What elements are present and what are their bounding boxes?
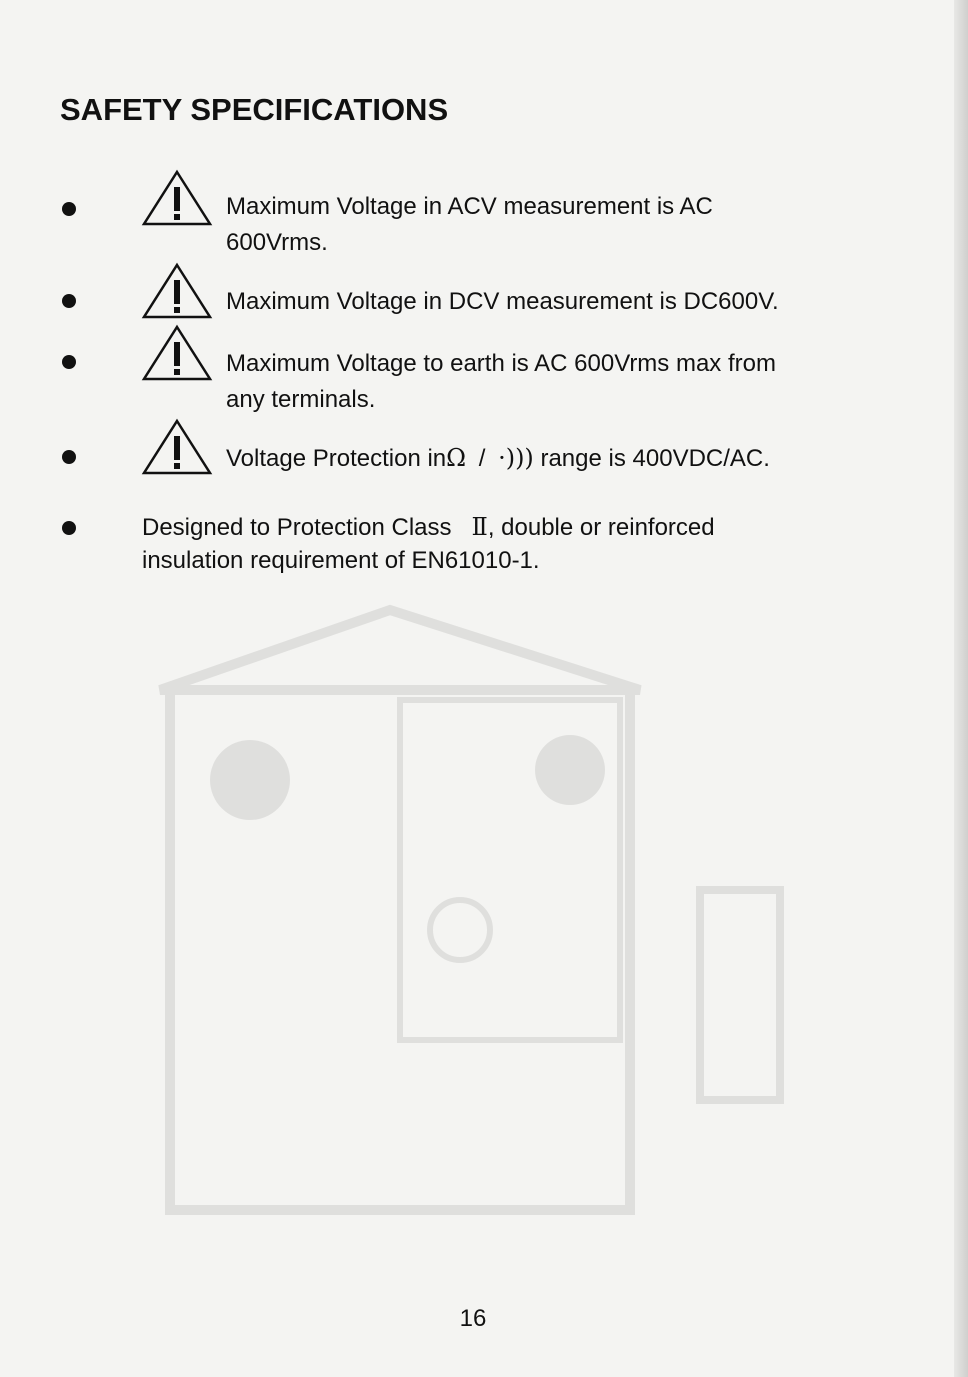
class-ii-symbol: Ⅱ	[471, 513, 488, 541]
warning-triangle-icon	[141, 418, 213, 476]
bullet-2	[62, 294, 76, 308]
spec-item-4	[226, 440, 770, 477]
spec-item-2	[226, 284, 779, 320]
warning-triangle-icon	[141, 262, 213, 320]
spec-item-5-suffix: , double or reinforced	[487, 514, 715, 541]
bullet-5	[62, 521, 76, 535]
spec-item-4-separator: /	[478, 445, 486, 472]
section-title: SAFETY SPECIFICATIONS	[60, 92, 449, 127]
spec-item-4-suffix: range is 400VDC/AC.	[540, 445, 770, 472]
warning-triangle-icon	[141, 324, 213, 382]
spec-item-3	[226, 346, 776, 418]
spec-item-3-line-2: any terminals.	[226, 386, 376, 413]
bleed-through-illustration	[120, 600, 940, 1220]
spec-item-2-line-1: Maximum Voltage in DCV measurement is DC600V.	[226, 288, 779, 315]
spec-item-3-line-1: Maximum Voltage to earth is AC 600Vrms max from	[226, 350, 776, 377]
warning-triangle-icon	[141, 169, 213, 227]
spec-item-4-prefix: Voltage Protection in	[226, 445, 447, 472]
spec-item-5-line-2: insulation requirement of EN61010-1.	[142, 547, 540, 574]
bullet-3	[62, 355, 76, 369]
spec-item-1-line-1: Maximum Voltage in ACV measurement is AC	[226, 193, 713, 220]
spec-item-5-prefix: Designed to Protection Class	[142, 514, 452, 541]
bullet-4	[62, 450, 76, 464]
page-edge-shadow	[954, 0, 968, 1377]
spec-item-1-line-2: 600Vrms.	[226, 229, 328, 256]
spec-item-1	[226, 189, 713, 261]
spec-item-5	[142, 511, 715, 577]
continuity-icon: ·)))	[498, 444, 534, 472]
ohm-icon: Ω	[446, 444, 467, 472]
page-number: 16	[459, 1305, 487, 1332]
bullet-1	[62, 202, 76, 216]
spec-item-5-line-1	[142, 511, 715, 544]
